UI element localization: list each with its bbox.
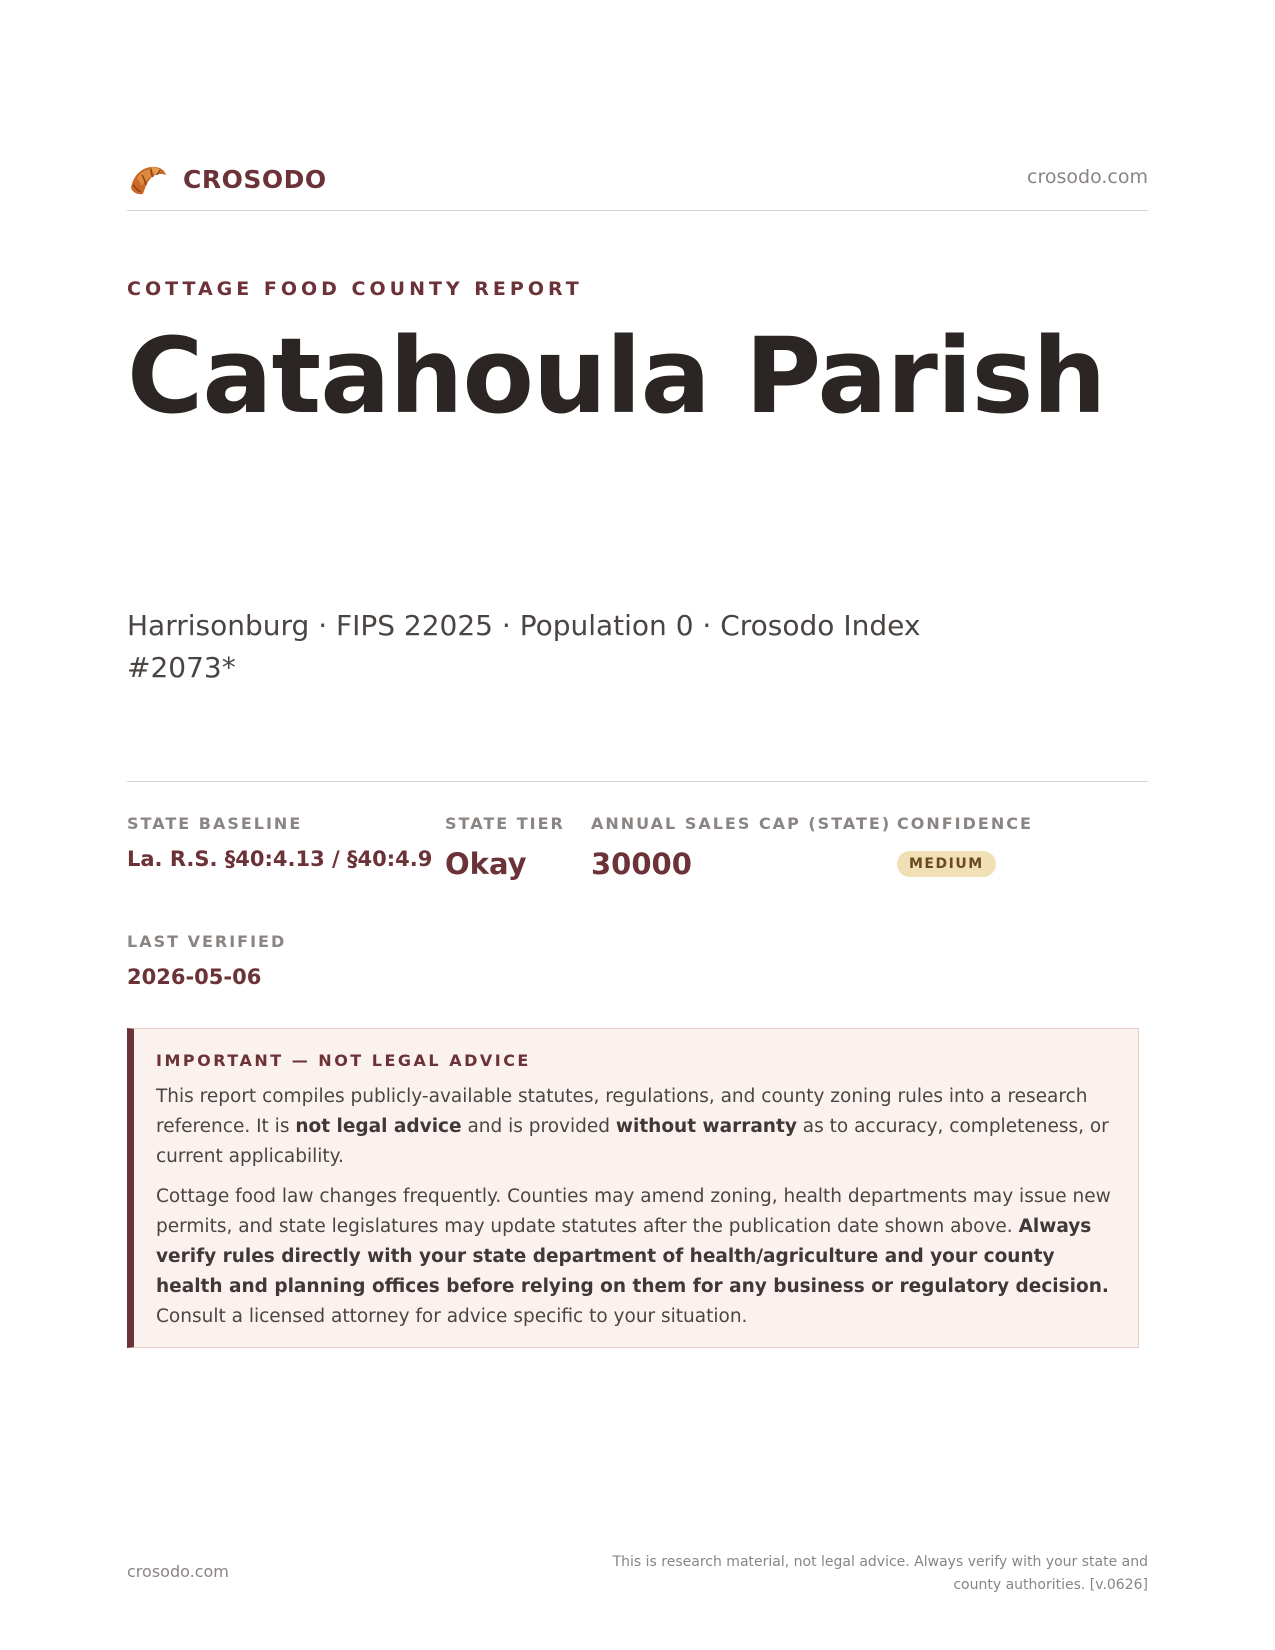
notice-title: IMPORTANT — NOT LEGAL ADVICE — [156, 1051, 531, 1070]
report-page — [127, 0, 1148, 1650]
notice-emphasis: Always verify rules directly with your state department of health/agriculture and your county health and planning offices before relying on them for any business or regulatory decision. — [156, 1216, 1109, 1297]
stat-value: 30000 — [591, 847, 692, 881]
report-subtitle: Harrisonburg · FIPS 22025 · Population 0 · Crosodo Index #2073* — [127, 609, 921, 684]
footer-url[interactable]: crosodo.com — [127, 1562, 229, 1581]
notice-text: Consult a licensed attorney for advice specific to your situation. — [156, 1306, 748, 1327]
notice-text: Cottage food law changes frequently. Counties may amend zoning, health departments may issue new permits, and state legislatures may update statutes after the publication date shown above. — [156, 1186, 1111, 1237]
stat-value: La. R.S. §40:4.13 / §40:4.9 — [127, 847, 433, 871]
stat-confidence — [897, 814, 1033, 877]
stat-state-baseline — [127, 814, 432, 871]
site-url[interactable]: crosodo.com — [1027, 166, 1148, 188]
stat-value: Okay — [445, 847, 527, 881]
notice-emphasis: without warranty — [615, 1116, 797, 1137]
divider — [127, 781, 1148, 782]
stat-label: ANNUAL SALES CAP (STATE) — [591, 814, 892, 833]
brand-name: CROSODO — [183, 164, 327, 194]
brand[interactable] — [127, 158, 327, 200]
notice-text: as to accuracy, completeness, or current applicability. — [156, 1116, 1109, 1167]
page-title: Catahoula Parish — [127, 315, 1106, 437]
notice-paragraph-1 — [156, 1082, 1116, 1172]
stat-state-tier — [445, 814, 565, 881]
notice-text: and is provided — [461, 1116, 616, 1137]
stat-value: 2026-05-06 — [127, 965, 262, 989]
stat-label: CONFIDENCE — [897, 814, 1033, 833]
croissant-icon — [127, 158, 169, 200]
stat-annual-sales-cap — [591, 814, 891, 881]
confidence-badge: MEDIUM — [897, 851, 996, 877]
notice-text: This report compiles publicly-available statutes, regulations, and county zoning rules into a research reference. It is — [156, 1086, 1088, 1137]
stat-label: LAST VERIFIED — [127, 932, 287, 951]
notice-paragraph-2 — [156, 1182, 1116, 1332]
stat-label: STATE BASELINE — [127, 814, 303, 833]
legal-notice — [127, 1028, 1139, 1348]
stat-last-verified — [127, 932, 286, 989]
page-header — [127, 158, 1148, 211]
stat-label: STATE TIER — [445, 814, 565, 833]
notice-emphasis: not legal advice — [295, 1116, 462, 1137]
report-eyebrow: COTTAGE FOOD COUNTY REPORT — [127, 278, 583, 300]
footer-disclaimer: This is research material, not legal advice. Always verify with your state and county authorities. [v.0626] — [612, 1554, 1148, 1593]
